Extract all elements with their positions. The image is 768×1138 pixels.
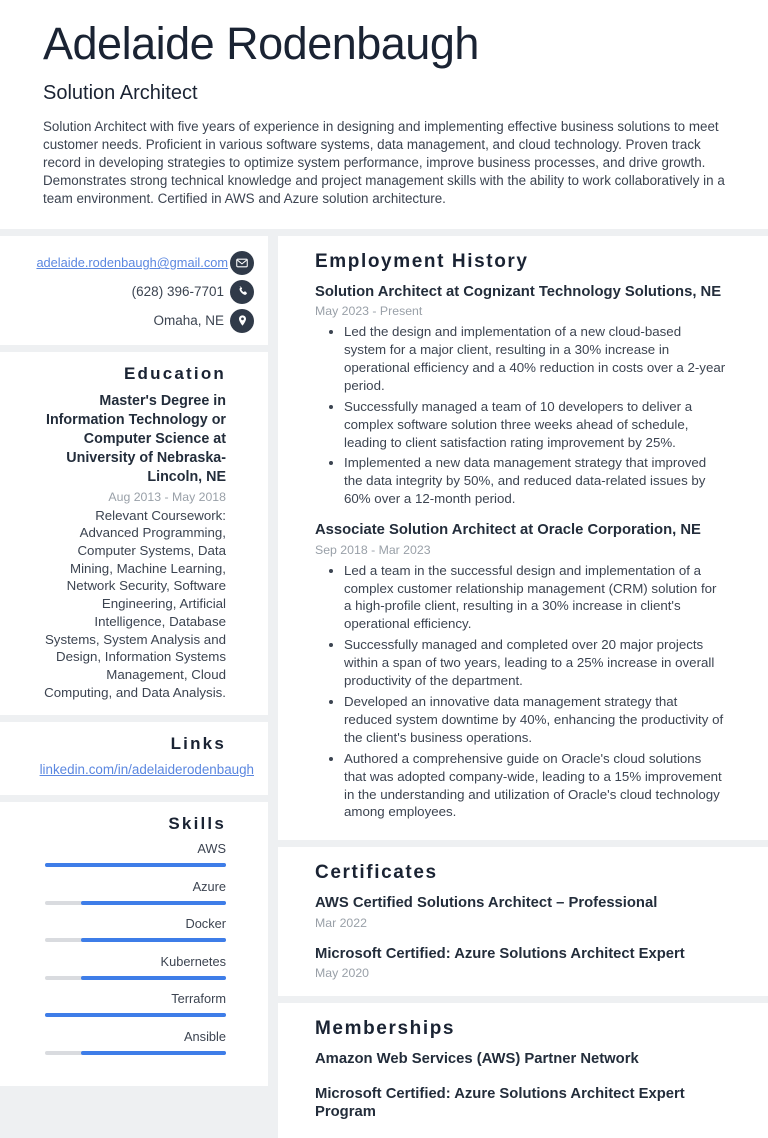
employment-section (278, 236, 768, 841)
skill-bar-track (45, 1013, 226, 1017)
certificate-entry (315, 894, 726, 929)
certificates-heading: Certificates (315, 862, 438, 884)
job-bullet-list (315, 562, 726, 822)
skill-bar-fill (81, 1051, 226, 1055)
bullet-item: • Implemented a new data management strategy that improved the data integrity by 50%, and reduced data-related issues by 60% over a 12-month period. (344, 454, 726, 508)
skill-label: AWS (197, 841, 226, 857)
skill-bar-fill (81, 901, 226, 905)
skill-label: Kubernetes (160, 953, 226, 969)
job-dates: May 2023 - Present (315, 304, 423, 319)
education-description: Relevant Coursework: Advanced Programming, Computer Systems, Data Mining, Machine Learning, Network Security, Software Engineering, Artificial Intelligence, Database Systems, System Analysis and Design, Information Systems Management, Cloud Computing, and Data Analysis. (44, 507, 226, 700)
job-title: Associate Solution Architect at Oracle Corporation, NE (315, 522, 701, 539)
links-section (0, 722, 268, 795)
certificate-date: May 2020 (315, 966, 370, 981)
candidate-job-title: Solution Architect (43, 81, 198, 104)
degree-title: Master's Degree in Information Technology or Computer Science at University of Nebraska-Lincoln, NE (45, 392, 226, 485)
bullet-item: • Developed an innovative data management strategy that reduced system downtime by 40%, enhancing the productivity of the client's business operations. (344, 693, 726, 747)
skill-bar-fill (45, 1013, 226, 1017)
skill-label: Ansible (184, 1028, 226, 1044)
skill-item (45, 879, 226, 905)
membership-entry (315, 1050, 726, 1068)
skill-bar-track (45, 976, 226, 980)
job-title: Solution Architect at Cognizant Technology Solutions, NE (315, 283, 722, 300)
skill-label: Docker (185, 916, 226, 932)
job-dates: Sep 2018 - Mar 2023 (315, 542, 431, 557)
skills-section (0, 802, 268, 1086)
education-heading: Education (124, 363, 226, 383)
employment-heading: Employment History (315, 250, 529, 272)
job-bullet-list (315, 323, 726, 508)
skill-item (45, 916, 226, 942)
bullet-item: • Led the design and implementation of a new cloud-based system for a major client, resulting in a 30% increase in operational efficiency and a 40% reduction in costs over a 2-year period. (344, 323, 726, 395)
memberships-heading: Memberships (315, 1018, 456, 1040)
main-column (278, 236, 768, 1121)
phone-icon (230, 280, 254, 304)
envelope-icon (230, 251, 254, 275)
resume-header (0, 0, 768, 229)
profile-summary: Solution Architect with five years of experience in designing and implementing effective business solutions to meet customer needs. Proficient in various software systems, data management, and cloud technology. Proven track record in developing strategies to optimize system performance, improve business processes, and drive growth. Demonstrates strong technical knowledge and project management skills with the ability to work collaboratively in a team environment. Certified in AWS and Azure solution architecture. (43, 118, 725, 207)
job-entry (315, 521, 726, 821)
skill-item (45, 991, 226, 1017)
memberships-section (278, 1003, 768, 1137)
skill-bar-track (45, 863, 226, 867)
certificate-title: Microsoft Certified: Azure Solutions Architect Expert (315, 945, 685, 962)
contact-email-row (10, 251, 254, 275)
bullet-item: • Led a team in the successful design and implementation of a complex customer relationship management (CRM) solution for a high-profile client, resulting in a 30% increase in client's operational efficiency. (344, 562, 726, 634)
skill-bar-track (45, 1051, 226, 1055)
membership-entry (315, 1085, 726, 1122)
location-text: Omaha, NE (153, 313, 224, 329)
skill-bar-track (45, 901, 226, 905)
skill-item (45, 954, 226, 980)
certificate-title: AWS Certified Solutions Architect – Professional (315, 895, 658, 912)
phone-number: (628) 396-7701 (131, 284, 224, 300)
skills-heading: Skills (168, 814, 226, 834)
candidate-name: Adelaide Rodenbaugh (43, 18, 479, 69)
linkedin-link[interactable]: linkedin.com/in/adelaiderodenbaugh (39, 762, 254, 778)
bullet-item: • Authored a comprehensive guide on Oracle's cloud solutions that was adopted company-wide, leading to a 15% improvement in the understanding and utilization of Oracle's cloud technology among employees. (344, 750, 726, 822)
skill-label: Azure (192, 878, 226, 894)
education-section (0, 352, 268, 716)
skill-bar-fill (45, 863, 226, 867)
education-dates: Aug 2013 - May 2018 (108, 489, 226, 504)
sidebar (0, 236, 268, 1086)
skill-item (45, 841, 226, 867)
contact-section (0, 236, 268, 345)
membership-title: Amazon Web Services (AWS) Partner Network (315, 1051, 639, 1068)
bullet-item: • Successfully managed a team of 10 developers to deliver a complex software solution three weeks ahead of schedule, leading to client satisfaction rating improvement by 25%. (344, 398, 726, 452)
location-pin-icon (230, 309, 254, 333)
membership-title: Microsoft Certified: Azure Solutions Architect Expert Program (315, 1085, 685, 1121)
content-columns (0, 236, 768, 1121)
skill-label: Terraform (171, 991, 226, 1007)
bullet-item: • Successfully managed and completed over 20 major projects within a span of two years, leading to a 25% increase in overall productivity of the department. (344, 636, 726, 690)
certificate-date: Mar 2022 (315, 915, 367, 930)
skill-bar-fill (81, 938, 226, 942)
links-heading: Links (170, 734, 226, 754)
email-link[interactable]: adelaide.rodenbaugh@gmail.com (36, 255, 228, 271)
certificates-section (278, 847, 768, 996)
contact-location-row (10, 309, 254, 333)
skill-bar-track (45, 938, 226, 942)
skill-item (45, 1029, 226, 1055)
skill-bar-fill (81, 976, 226, 980)
certificate-entry (315, 945, 726, 980)
job-entry (315, 283, 726, 509)
contact-phone-row (10, 280, 254, 304)
